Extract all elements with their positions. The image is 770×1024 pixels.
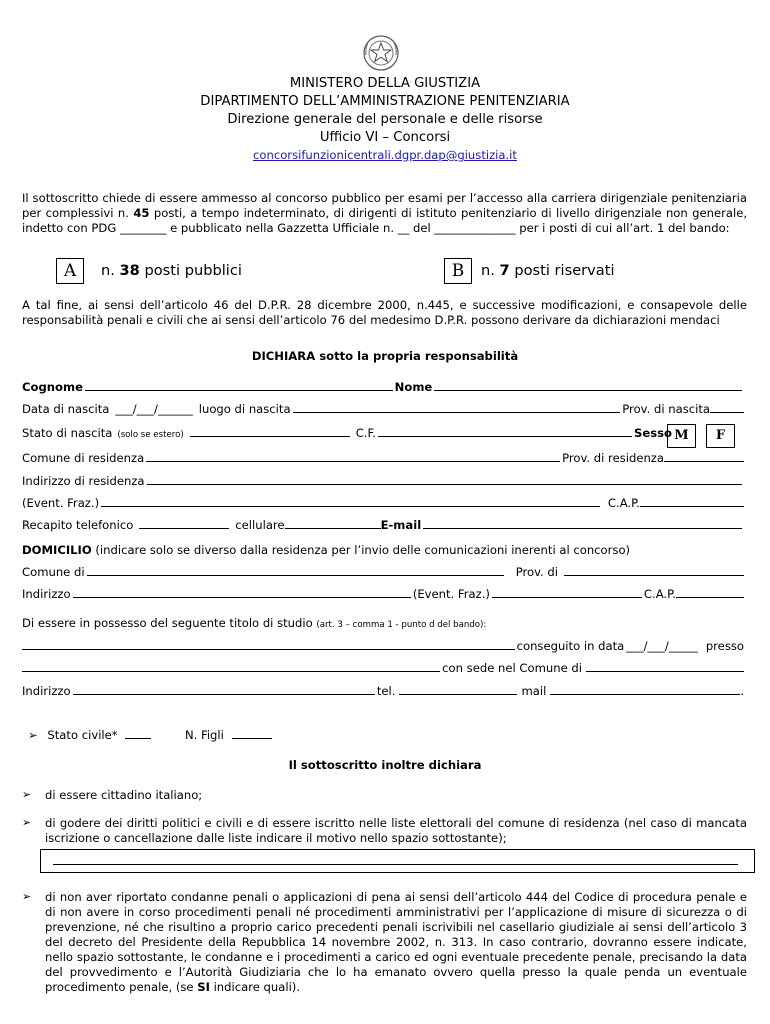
con-sede-field[interactable]: [586, 661, 744, 672]
stato-civile-row: [28, 728, 272, 742]
comune-residenza-field[interactable]: [146, 451, 560, 462]
domicilio-indirizzo-label: Indirizzo: [22, 587, 71, 601]
titolo-row-1: [22, 639, 744, 653]
condanne-si: SI: [197, 980, 210, 994]
motivo-box[interactable]: [40, 849, 755, 873]
titolo-indirizzo-label: Indirizzo: [22, 684, 71, 698]
titolo-mail-label: mail: [521, 684, 547, 698]
domicilio-comune-label: Comune di: [22, 565, 85, 579]
option-a-text: posti pubblici: [144, 262, 242, 279]
presso-label: presso: [705, 639, 744, 653]
domicilio-cap-field[interactable]: [676, 587, 744, 598]
presso-field[interactable]: [22, 661, 440, 672]
condanne-text-end: indicare quali).: [213, 980, 300, 994]
domicilio-heading: [22, 543, 630, 557]
bullet-diritti-politici: di godere dei diritti politici e civili e di essere iscritto nelle liste elettorali del comune di residenza (nel caso di mancata iscrizione o cancellazione dalle liste indicare il motivo nello spazio sottostante);: [45, 816, 747, 845]
titolo-tel-field[interactable]: [399, 684, 517, 695]
titolo-text: Di essere in possesso del seguente titolo di studio: [22, 616, 313, 630]
cellulare-label: cellulare: [235, 518, 285, 532]
department-name: DIPARTIMENTO DELL’AMMINISTRAZIONE PENITENZIARIA: [200, 94, 570, 109]
titolo-heading: [22, 616, 486, 630]
email-label: E-mail: [380, 518, 422, 532]
domicilio-note: (indicare solo se diverso dalla residenza per l’invio delle comunicazioni inerenti al concorso): [95, 543, 631, 557]
sesso-label: Sesso: [634, 426, 672, 440]
titolo-field[interactable]: [22, 639, 515, 650]
sex-f-box[interactable]: F: [706, 424, 735, 448]
intro-text-1: Il sottoscritto chiede di essere ammesso al concorso pubblico per esami per l’accesso alla carriera dirigenziale penitenziaria per complessivi n.: [22, 191, 747, 221]
domicilio-indirizzo-row: [22, 587, 744, 601]
option-b-count: 7: [499, 262, 510, 279]
contact-email-line: [0, 148, 770, 162]
domicilio-cap-label: C.A.P.: [643, 587, 676, 601]
arrow-bullet-icon: ➢: [22, 788, 32, 801]
stato-nascita-field[interactable]: [190, 426, 350, 437]
sex-m-box[interactable]: M: [667, 424, 696, 448]
option-a-box[interactable]: A: [56, 258, 84, 284]
titolo-mail-field[interactable]: [550, 684, 740, 695]
italian-republic-emblem: [361, 33, 401, 73]
prov-nascita-label: Prov. di nascita: [622, 402, 710, 416]
option-b-label: [481, 262, 615, 279]
contact-row: [22, 518, 744, 532]
option-b-text: posti riservati: [514, 262, 615, 279]
email-field[interactable]: [423, 518, 742, 529]
solo-estero-note: (solo se estero): [117, 430, 184, 440]
name-row: [22, 380, 744, 394]
figli-field[interactable]: [232, 728, 272, 739]
stato-nascita-label: Stato di nascita: [22, 426, 113, 440]
declaration-intro: A tal fine, ai sensi dell’articolo 46 del D.P.R. 28 dicembre 2000, n.445, e successive modificazioni, e consapevole delle responsabilità penali e civili che ai sensi dell’articolo 76 del medesimo D.P.R. possono derivare da dichiarazioni mendaci: [22, 298, 747, 328]
arrow-bullet-icon: ➢: [22, 890, 32, 903]
dichiara-title: DICHIARA sotto la propria responsabilità: [251, 349, 519, 363]
recapito-label: Recapito telefonico: [22, 518, 134, 532]
titolo-indirizzo-field[interactable]: [73, 684, 375, 695]
condanne-text: di non aver riportato condanne penali o applicazioni di pena ai sensi dell’articolo 444 del Codice di procedura penale e di non avere in corso procedimenti penali né procedimenti amministrativi per l’applicazione di misure di sicurezza o di prevenzione, né che risultino a proprio carico precedenti penali iscrivibili nel casellario giudiziale ai sensi dell’articolo 3 del decreto del Presidente della Repubblica 14 novembre 2002, n. 313. In caso contrario, dovranno essere indicate, nello spazio sottostante, le condanne e i procedimenti a carico ed ogni eventuale precedente penale, precisando la data del provvedimento e l’Autorità Giudiziaria che lo ha emanato ovvero quella presso la quale penda un eventuale procedimento penale, (se: [45, 890, 747, 994]
recapito-field[interactable]: [139, 518, 229, 529]
cf-label: C.F.: [355, 426, 376, 440]
cf-field[interactable]: [378, 426, 632, 437]
domicilio-fraz-field[interactable]: [492, 587, 642, 598]
domicilio-comune-row: [22, 565, 744, 579]
domicilio-prov-field[interactable]: [564, 565, 744, 576]
titolo-tel-label: tel.: [376, 684, 396, 698]
nome-label: Nome: [394, 380, 433, 394]
inoltre-title: Il sottoscritto inoltre dichiara: [288, 758, 482, 772]
indirizzo-residenza-field[interactable]: [147, 474, 743, 485]
nome-field[interactable]: [434, 380, 742, 391]
cognome-label: Cognome: [22, 380, 83, 394]
figli-label: N. Figli: [184, 728, 224, 742]
address-row: [22, 474, 744, 488]
option-a-count: 38: [119, 262, 140, 279]
luogo-nascita-field[interactable]: [293, 402, 621, 413]
motivo-line: [53, 864, 738, 865]
domicilio-prov-label: Prov. di: [515, 565, 558, 579]
domicilio-indirizzo-field[interactable]: [73, 587, 411, 598]
prov-nascita-field[interactable]: [710, 402, 744, 413]
domicilio-fraz-label: (Event. Fraz.): [412, 587, 490, 601]
titolo-row-2: [22, 661, 744, 675]
intro-total: 45: [133, 206, 150, 221]
birth-row: [22, 402, 744, 416]
bullet-condanne-penali: [45, 890, 747, 995]
cap-label: C.A.P.: [607, 496, 640, 510]
comune-residenza-label: Comune di residenza: [22, 451, 145, 465]
luogo-nascita-label: luogo di nascita: [198, 402, 291, 416]
indirizzo-residenza-label: Indirizzo di residenza: [22, 474, 145, 488]
option-a-label: [101, 262, 242, 279]
cellulare-field[interactable]: [285, 518, 381, 529]
cognome-field[interactable]: [85, 380, 393, 391]
event-fraz-label: (Event. Fraz.): [22, 496, 100, 510]
data-nascita-label: Data di nascita: [22, 402, 110, 416]
domicilio-title: DOMICILIO: [22, 543, 92, 557]
contact-email-link[interactable]: concorsifunzionicentrali.dgpr.dap@giustizia.it: [253, 148, 517, 162]
residence-row: [22, 451, 744, 465]
arrow-bullet-icon: ➢: [22, 816, 32, 829]
ministry-name: MINISTERO DELLA GIUSTIZIA: [289, 76, 481, 91]
data-nascita-field[interactable]: ___/___/______: [115, 402, 193, 416]
office-name: Ufficio VI – Concorsi: [319, 130, 451, 145]
intro-text-2: posti, a tempo indeterminato, di dirigenti di istituto penitenziario di livello dirigenziale non generale, indetto con PDG ________ e pubblicato nella Gazzetta Ufficiale n. __ del ______________ per i posti di cui all’art. 1 del bando:: [22, 206, 748, 236]
stato-civile-field[interactable]: [125, 728, 151, 739]
con-sede-label: con sede nel Comune di: [442, 661, 582, 675]
stato-civile-label: Stato civile*: [47, 728, 118, 742]
intro-paragraph: [22, 191, 747, 237]
prov-residenza-label: Prov. di residenza: [562, 451, 664, 465]
conseguito-data-field[interactable]: ___/___/_____: [626, 639, 698, 653]
titolo-ref: (art. 3 – comma 1 - punto d del bando):: [316, 620, 487, 630]
conseguito-label: conseguito in data: [516, 639, 625, 653]
titolo-row-3: Indirizzo tel. mail .: [22, 684, 744, 698]
event-fraz-field[interactable]: [101, 496, 600, 507]
stato-nascita-row: [22, 426, 672, 440]
cap-field[interactable]: [640, 496, 744, 507]
option-b-prefix: n.: [481, 262, 495, 279]
bullet-cittadino: di essere cittadino italiano;: [45, 788, 203, 802]
option-b-box[interactable]: B: [444, 258, 472, 284]
arrow-bullet-icon: ➢: [28, 728, 38, 742]
option-a-prefix: n.: [101, 262, 115, 279]
directorate-name: Direzione generale del personale e delle risorse: [227, 112, 543, 127]
prov-residenza-field[interactable]: [664, 451, 744, 462]
domicilio-comune-field[interactable]: [87, 565, 504, 576]
fraz-row: [22, 496, 744, 510]
